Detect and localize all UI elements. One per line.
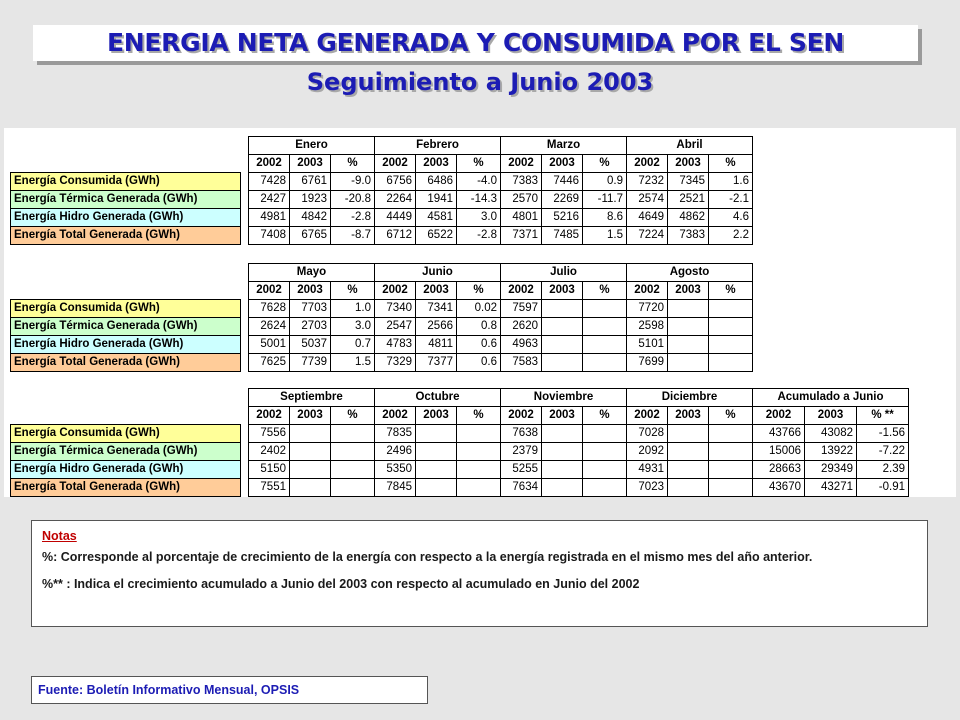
data-cell <box>668 318 709 336</box>
data-cell: 7551 <box>249 479 290 497</box>
data-cell <box>709 354 753 372</box>
data-cell: 2496 <box>375 443 416 461</box>
data-cell: 1.5 <box>331 354 375 372</box>
data-cell: -2.8 <box>331 209 375 227</box>
data-cell: 4449 <box>375 209 416 227</box>
data-cell <box>331 443 375 461</box>
data-cell: 0.8 <box>457 318 501 336</box>
data-cell: 7371 <box>501 227 542 245</box>
data-cell <box>668 443 709 461</box>
source-note: Fuente: Boletín Informativo Mensual, OPSIS <box>31 676 428 704</box>
data-cell <box>457 479 501 497</box>
data-cell: 4.6 <box>709 209 753 227</box>
year-header: % <box>331 407 375 425</box>
data-cell: 3.0 <box>331 318 375 336</box>
data-cell: 4963 <box>501 336 542 354</box>
data-cell: 43082 <box>805 425 857 443</box>
year-header: % <box>583 282 627 300</box>
data-cell <box>668 479 709 497</box>
data-cell: 2269 <box>542 191 583 209</box>
data-cell: 7845 <box>375 479 416 497</box>
year-header: 2002 <box>627 407 668 425</box>
year-header: 2002 <box>753 407 805 425</box>
corner-blank <box>11 137 241 155</box>
year-header: % ** <box>857 407 909 425</box>
data-cell <box>331 425 375 443</box>
data-cell: 7329 <box>375 354 416 372</box>
data-cell: 8.6 <box>583 209 627 227</box>
data-cell: 7625 <box>249 354 290 372</box>
year-header: 2003 <box>416 155 457 173</box>
data-cell: 7835 <box>375 425 416 443</box>
data-cell: 7408 <box>249 227 290 245</box>
data-cell: -2.8 <box>457 227 501 245</box>
data-cell: 7023 <box>627 479 668 497</box>
data-cell: 0.9 <box>583 173 627 191</box>
data-cell <box>542 461 583 479</box>
data-cell: 7340 <box>375 300 416 318</box>
data-cell: 1.5 <box>583 227 627 245</box>
table-row <box>11 443 909 461</box>
data-cell: 4581 <box>416 209 457 227</box>
month-header: Marzo <box>501 137 627 155</box>
year-header: % <box>709 407 753 425</box>
year-header: 2002 <box>375 282 416 300</box>
data-cell: 4862 <box>668 209 709 227</box>
month-header: Junio <box>375 264 501 282</box>
year-header: 2003 <box>668 407 709 425</box>
gap-blank <box>241 227 249 245</box>
year-header-row <box>11 282 753 300</box>
year-header: 2002 <box>375 407 416 425</box>
data-cell: 2427 <box>249 191 290 209</box>
year-header: % <box>709 155 753 173</box>
data-cell: -20.8 <box>331 191 375 209</box>
data-cell: 4649 <box>627 209 668 227</box>
gap-blank <box>241 354 249 372</box>
data-cell: -9.0 <box>331 173 375 191</box>
gap-blank <box>241 479 249 497</box>
row-label: Energía Térmica Generada (GWh) <box>11 318 241 336</box>
year-header-row <box>11 155 753 173</box>
data-cell: -7.22 <box>857 443 909 461</box>
data-cell: 2.39 <box>857 461 909 479</box>
data-cell <box>416 461 457 479</box>
year-header: % <box>457 407 501 425</box>
corner-blank <box>11 389 241 407</box>
data-cell <box>583 336 627 354</box>
row-label: Energía Hidro Generada (GWh) <box>11 209 241 227</box>
year-header: 2003 <box>290 155 331 173</box>
gap-blank <box>241 191 249 209</box>
data-cell <box>542 300 583 318</box>
data-cell <box>668 300 709 318</box>
month-header: Febrero <box>375 137 501 155</box>
year-header: % <box>331 282 375 300</box>
data-cell: 13922 <box>805 443 857 461</box>
spreadsheet-area <box>4 128 956 497</box>
gap-blank <box>241 264 249 282</box>
table-row <box>11 227 753 245</box>
month-header: Diciembre <box>627 389 753 407</box>
row-label: Energía Total Generada (GWh) <box>11 354 241 372</box>
table-enero-abril <box>10 136 753 245</box>
data-cell <box>583 300 627 318</box>
data-cell: 7739 <box>290 354 331 372</box>
month-header: Julio <box>501 264 627 282</box>
data-cell: 15006 <box>753 443 805 461</box>
data-cell: 6522 <box>416 227 457 245</box>
data-cell <box>542 354 583 372</box>
year-header-row <box>11 407 909 425</box>
data-cell: 7720 <box>627 300 668 318</box>
data-cell <box>416 443 457 461</box>
data-cell: -14.3 <box>457 191 501 209</box>
data-cell: 5001 <box>249 336 290 354</box>
data-cell: 7345 <box>668 173 709 191</box>
data-cell: 6756 <box>375 173 416 191</box>
data-cell: 2620 <box>501 318 542 336</box>
data-cell <box>290 443 331 461</box>
table-row <box>11 191 753 209</box>
data-cell: 7383 <box>668 227 709 245</box>
month-header: Abril <box>627 137 753 155</box>
table-row <box>11 318 753 336</box>
row-label: Energía Total Generada (GWh) <box>11 479 241 497</box>
gap-blank <box>241 425 249 443</box>
table-row <box>11 209 753 227</box>
data-cell: 5216 <box>542 209 583 227</box>
year-header: 2003 <box>542 407 583 425</box>
gap-blank <box>241 173 249 191</box>
year-header: 2002 <box>375 155 416 173</box>
data-cell <box>668 425 709 443</box>
data-cell: 7224 <box>627 227 668 245</box>
data-cell <box>457 461 501 479</box>
data-cell <box>668 336 709 354</box>
row-label: Energía Total Generada (GWh) <box>11 227 241 245</box>
row-label: Energía Térmica Generada (GWh) <box>11 191 241 209</box>
month-header: Enero <box>249 137 375 155</box>
year-header: 2002 <box>627 282 668 300</box>
data-cell: -4.0 <box>457 173 501 191</box>
data-cell <box>331 461 375 479</box>
table-row <box>11 173 753 191</box>
data-cell: 7485 <box>542 227 583 245</box>
row-label: Energía Consumida (GWh) <box>11 300 241 318</box>
month-header: Noviembre <box>501 389 627 407</box>
data-cell: 7556 <box>249 425 290 443</box>
gap-blank <box>241 443 249 461</box>
data-cell: 2703 <box>290 318 331 336</box>
data-cell: 1941 <box>416 191 457 209</box>
data-cell <box>542 425 583 443</box>
data-cell: 5101 <box>627 336 668 354</box>
data-cell: 5255 <box>501 461 542 479</box>
table-row <box>11 300 753 318</box>
gap-blank <box>241 336 249 354</box>
data-cell <box>290 479 331 497</box>
year-header: 2003 <box>805 407 857 425</box>
data-cell: 7232 <box>627 173 668 191</box>
notes-heading: Notas <box>42 529 77 543</box>
data-cell: 2574 <box>627 191 668 209</box>
page-subtitle: Seguimiento a Junio 2003 <box>306 68 654 96</box>
year-header: 2002 <box>249 282 290 300</box>
corner-blank <box>11 282 241 300</box>
data-cell: 5037 <box>290 336 331 354</box>
gap-blank <box>241 300 249 318</box>
data-cell: 43670 <box>753 479 805 497</box>
data-cell: 7699 <box>627 354 668 372</box>
gap-blank <box>241 389 249 407</box>
year-header: 2003 <box>416 282 457 300</box>
row-label: Energía Consumida (GWh) <box>11 173 241 191</box>
data-cell <box>542 336 583 354</box>
data-cell: 0.7 <box>331 336 375 354</box>
data-cell <box>290 425 331 443</box>
table-row <box>11 354 753 372</box>
page-title: ENERGIA NETA GENERADA Y CONSUMIDA POR EL SEN <box>106 28 845 57</box>
data-cell: 0.02 <box>457 300 501 318</box>
gap-blank <box>241 155 249 173</box>
data-cell: 7703 <box>290 300 331 318</box>
data-cell: 0.6 <box>457 336 501 354</box>
data-cell: 2264 <box>375 191 416 209</box>
data-cell <box>709 479 753 497</box>
data-cell <box>709 461 753 479</box>
gap-blank <box>241 209 249 227</box>
corner-blank <box>11 407 241 425</box>
data-cell <box>416 479 457 497</box>
month-header: Mayo <box>249 264 375 282</box>
data-cell <box>709 336 753 354</box>
data-cell: -0.91 <box>857 479 909 497</box>
data-cell <box>583 425 627 443</box>
year-header: 2003 <box>542 155 583 173</box>
year-header: 2002 <box>501 155 542 173</box>
data-cell <box>542 443 583 461</box>
data-cell: 7383 <box>501 173 542 191</box>
table-row <box>11 425 909 443</box>
data-cell <box>583 461 627 479</box>
table-row <box>11 479 909 497</box>
data-cell: 1.6 <box>709 173 753 191</box>
data-cell: 6712 <box>375 227 416 245</box>
year-header: 2003 <box>668 282 709 300</box>
year-header: % <box>583 407 627 425</box>
month-header: Agosto <box>627 264 753 282</box>
year-header: % <box>709 282 753 300</box>
data-cell: 4783 <box>375 336 416 354</box>
data-cell: 6765 <box>290 227 331 245</box>
data-cell <box>457 443 501 461</box>
month-header: Octubre <box>375 389 501 407</box>
data-cell <box>542 479 583 497</box>
row-label: Energía Hidro Generada (GWh) <box>11 461 241 479</box>
data-cell: 0.6 <box>457 354 501 372</box>
data-cell: 2570 <box>501 191 542 209</box>
gap-blank <box>241 318 249 336</box>
year-header: 2003 <box>290 407 331 425</box>
data-cell <box>668 461 709 479</box>
data-cell: 2521 <box>668 191 709 209</box>
data-cell: 2.2 <box>709 227 753 245</box>
data-cell <box>709 300 753 318</box>
data-cell: 28663 <box>753 461 805 479</box>
data-cell <box>668 354 709 372</box>
data-cell <box>583 354 627 372</box>
data-cell: 7446 <box>542 173 583 191</box>
data-cell: 2624 <box>249 318 290 336</box>
month-header: Acumulado a Junio <box>753 389 909 407</box>
year-header: 2003 <box>668 155 709 173</box>
year-header: % <box>457 282 501 300</box>
data-cell: 7583 <box>501 354 542 372</box>
note-cumulative: %** : Indica el crecimiento acumulado a Junio del 2003 con respecto al acumulado en Junio del 2002 <box>42 577 640 591</box>
data-cell: 4811 <box>416 336 457 354</box>
gap-blank <box>241 282 249 300</box>
data-cell: 2547 <box>375 318 416 336</box>
data-cell: 1923 <box>290 191 331 209</box>
year-header: 2003 <box>290 282 331 300</box>
year-header: 2002 <box>501 407 542 425</box>
year-header: % <box>583 155 627 173</box>
data-cell: -8.7 <box>331 227 375 245</box>
year-header: 2002 <box>627 155 668 173</box>
year-header: 2003 <box>416 407 457 425</box>
data-cell: 2092 <box>627 443 668 461</box>
data-cell: 4931 <box>627 461 668 479</box>
data-cell: 7028 <box>627 425 668 443</box>
data-cell: 7634 <box>501 479 542 497</box>
title-banner <box>33 25 918 61</box>
data-cell: 43766 <box>753 425 805 443</box>
data-cell: 29349 <box>805 461 857 479</box>
data-cell <box>583 479 627 497</box>
data-cell: 5350 <box>375 461 416 479</box>
data-cell: 1.0 <box>331 300 375 318</box>
month-header-row <box>11 389 909 407</box>
month-header: Septiembre <box>249 389 375 407</box>
data-cell: 2402 <box>249 443 290 461</box>
data-cell: 6761 <box>290 173 331 191</box>
year-header: % <box>331 155 375 173</box>
data-cell: 7597 <box>501 300 542 318</box>
data-cell: 7377 <box>416 354 457 372</box>
data-cell <box>709 318 753 336</box>
data-cell <box>290 461 331 479</box>
data-cell: 4842 <box>290 209 331 227</box>
data-cell: 2566 <box>416 318 457 336</box>
gap-blank <box>241 407 249 425</box>
table-mayo-agosto <box>10 263 753 372</box>
data-cell <box>583 443 627 461</box>
data-cell: 2379 <box>501 443 542 461</box>
data-cell: 3.0 <box>457 209 501 227</box>
notes-box <box>31 520 928 627</box>
year-header: 2002 <box>249 407 290 425</box>
table-row <box>11 336 753 354</box>
year-header: 2003 <box>542 282 583 300</box>
row-label: Energía Consumida (GWh) <box>11 425 241 443</box>
note-percent: %: Corresponde al porcentaje de crecimiento de la energía con respecto a la energía registrada en el mismo mes del año anterior. <box>42 550 813 564</box>
data-cell: 4981 <box>249 209 290 227</box>
data-cell: 2598 <box>627 318 668 336</box>
corner-blank <box>11 264 241 282</box>
data-cell: 7428 <box>249 173 290 191</box>
data-cell <box>416 425 457 443</box>
data-cell: 5150 <box>249 461 290 479</box>
data-cell <box>542 318 583 336</box>
data-cell: 43271 <box>805 479 857 497</box>
row-label: Energía Térmica Generada (GWh) <box>11 443 241 461</box>
table-row <box>11 461 909 479</box>
table-septiembre-acumulado <box>10 388 909 497</box>
data-cell <box>331 479 375 497</box>
row-label: Energía Hidro Generada (GWh) <box>11 336 241 354</box>
year-header: 2002 <box>501 282 542 300</box>
data-cell <box>709 443 753 461</box>
month-header-row <box>11 137 753 155</box>
data-cell: -11.7 <box>583 191 627 209</box>
data-cell: 7628 <box>249 300 290 318</box>
data-cell: 6486 <box>416 173 457 191</box>
data-cell <box>457 425 501 443</box>
data-cell <box>583 318 627 336</box>
gap-blank <box>241 461 249 479</box>
year-header: % <box>457 155 501 173</box>
year-header: 2002 <box>249 155 290 173</box>
gap-blank <box>241 137 249 155</box>
month-header-row <box>11 264 753 282</box>
data-cell <box>709 425 753 443</box>
data-cell: 4801 <box>501 209 542 227</box>
corner-blank <box>11 155 241 173</box>
data-cell: -1.56 <box>857 425 909 443</box>
data-cell: 7638 <box>501 425 542 443</box>
data-cell: 7341 <box>416 300 457 318</box>
data-cell: -2.1 <box>709 191 753 209</box>
